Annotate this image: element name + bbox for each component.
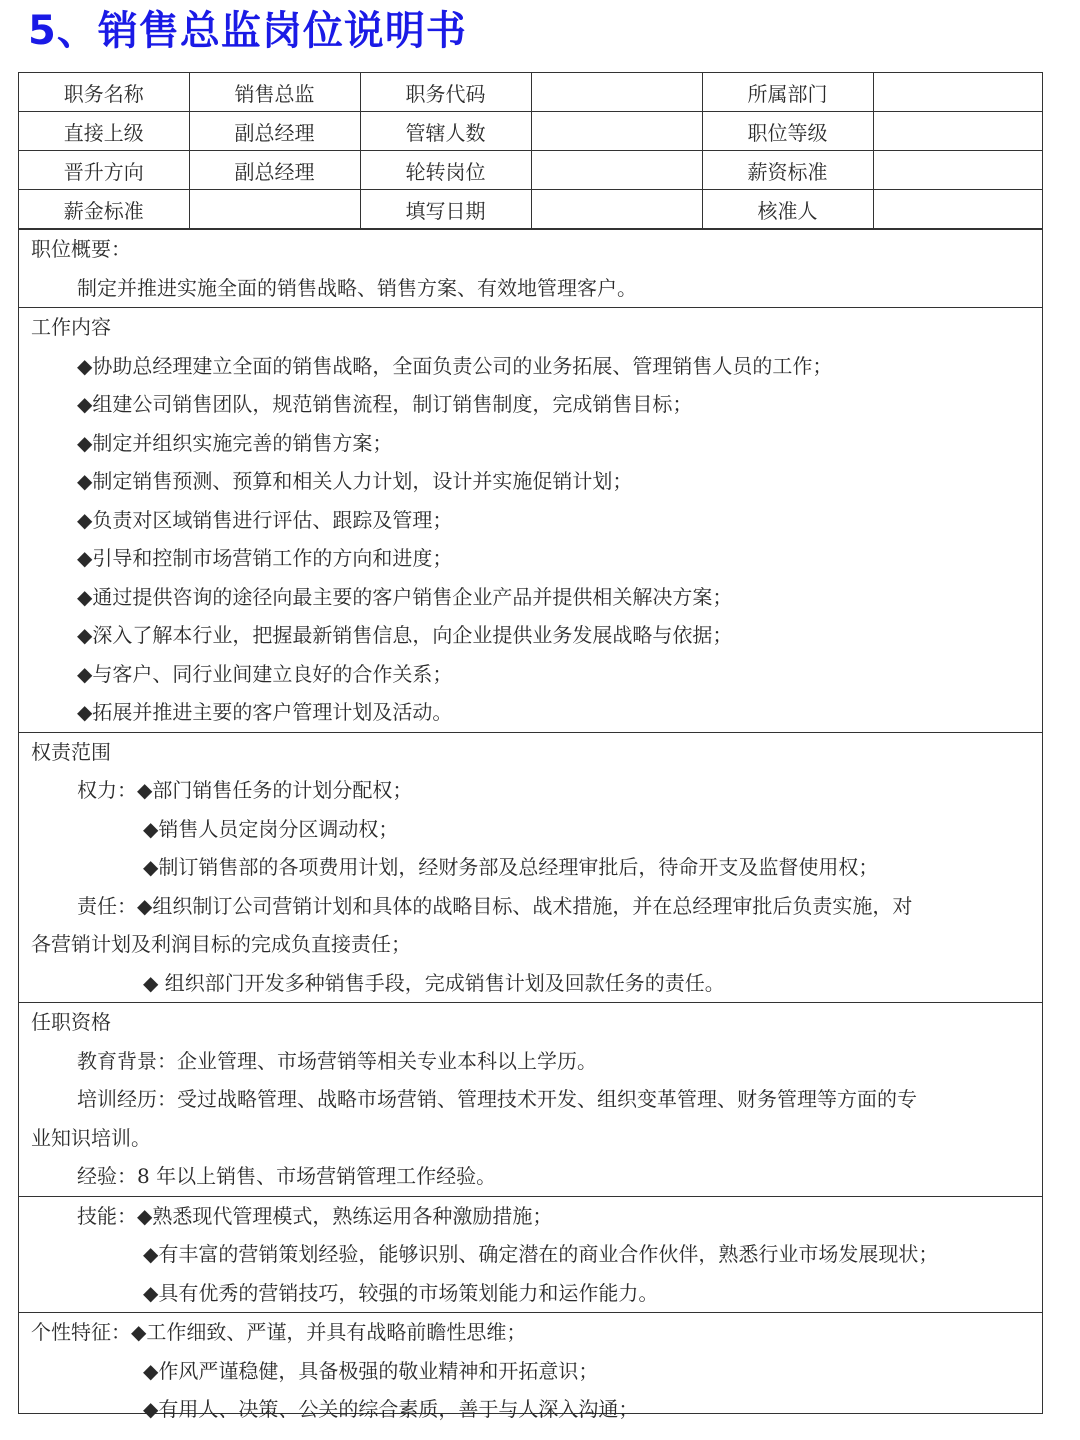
power-line	[31, 771, 1032, 810]
qualification-section	[19, 1002, 1042, 1196]
page-title: 5、销售总监岗位说明书	[28, 8, 467, 54]
experience-text: 经验：8 年以上销售、市场营销管理工作经验。	[77, 1164, 497, 1188]
table-cell: 职位等级	[702, 112, 873, 151]
training-text: 培训经历：受过战略管理、战略市场营销、管理技术开发、组织变革管理、财务管理等方面的专	[77, 1087, 917, 1111]
responsibility-label: 责任：	[77, 893, 137, 918]
list-item: ◆通过提供咨询的途径向最主要的客户销售企业产品并提供相关解决方案；	[77, 584, 733, 609]
personality-label: 个性特征：	[31, 1320, 131, 1344]
table-cell: 职务代码	[360, 73, 531, 112]
list-item: ◆ 组织部门开发多种销售手段，完成销售计划及回款任务的责任。	[143, 970, 725, 995]
table-cell: 填写日期	[360, 190, 531, 229]
personality-line	[31, 1313, 1032, 1352]
list-item: ◆有用人、决策、公关的综合素质，善于与人深入沟通；	[143, 1397, 639, 1421]
table-cell: 晋升方向	[19, 151, 189, 190]
table-cell	[873, 151, 1042, 190]
list-item: ◆引导和控制市场营销工作的方向和进度；	[77, 546, 453, 570]
overview-text: 制定并推进实施全面的销售战略、销售方案、有效地管理客户。	[77, 275, 637, 300]
training-text-continuation: 业知识培训。	[31, 1125, 151, 1150]
table-cell: 销售总监	[189, 73, 360, 112]
table-cell	[873, 190, 1042, 229]
table-cell	[189, 190, 360, 229]
table-row	[19, 112, 1042, 151]
list-item: ◆制定销售预测、预算和相关人力计划，设计并实施促销计划；	[77, 469, 633, 493]
table-cell: 核准人	[702, 190, 873, 229]
list-item: ◆制定并组织实施完善的销售方案；	[77, 430, 393, 455]
table-cell: 薪金标准	[19, 190, 189, 229]
list-item: ◆作风严谨稳健，具备极强的敬业精神和开拓意识；	[143, 1358, 599, 1383]
skills-line	[31, 1197, 1032, 1236]
table-row	[19, 151, 1042, 190]
table-cell: 直接上级	[19, 112, 189, 151]
list-item: ◆与客户、同行业间建立良好的合作关系；	[77, 661, 453, 686]
list-item: ◆组建公司销售团队，规范销售流程，制订销售制度，完成销售目标；	[77, 392, 693, 416]
table-cell	[873, 112, 1042, 151]
overview-section	[19, 229, 1042, 307]
section-heading: 任职资格	[31, 1010, 111, 1034]
responsibility-line	[31, 887, 1032, 926]
list-item: ◆制订销售部的各项费用计划，经财务部及总经理审批后，待命开支及监督使用权；	[143, 855, 879, 879]
table-cell	[531, 190, 702, 229]
list-item: ◆有丰富的营销策划经验，能够识别、确定潜在的商业合作伙伴，熟悉行业市场发展现状；	[143, 1242, 939, 1266]
list-item: ◆拓展并推进主要的客户管理计划及活动。	[77, 700, 453, 724]
table-cell: 管辖人数	[360, 112, 531, 151]
table-cell	[531, 151, 702, 190]
list-item: ◆负责对区域销售进行评估、跟踪及管理；	[77, 507, 453, 532]
work-content-section	[19, 307, 1042, 732]
table-cell: 薪资标准	[702, 151, 873, 190]
table-cell	[531, 112, 702, 151]
skills-section	[19, 1196, 1042, 1313]
list-item: ◆部门销售任务的计划分配权；	[137, 778, 413, 802]
table-cell: 所属部门	[702, 73, 873, 112]
list-item: ◆协助总经理建立全面的销售战略，全面负责公司的业务拓展、管理销售人员的工作；	[77, 353, 833, 378]
responsibility-scope-section	[19, 732, 1042, 1003]
table-cell: 副总经理	[189, 112, 360, 151]
education-text: 教育背景：企业管理、市场营销等相关专业本科以上学历。	[77, 1048, 597, 1073]
section-heading: 权责范围	[31, 739, 111, 764]
job-description-document	[18, 72, 1043, 1421]
list-item: ◆工作细致、严谨，并具有战略前瞻性思维；	[131, 1320, 527, 1344]
section-heading: 工作内容	[31, 315, 111, 339]
list-item: ◆组织制订公司营销计划和具体的战略目标、战术措施，并在总经理审批后负责实施，对	[137, 893, 913, 918]
list-item: ◆深入了解本行业，把握最新销售信息，向企业提供业务发展战略与依据；	[77, 623, 733, 647]
list-item: ◆具有优秀的营销技巧，较强的市场策划能力和运作能力。	[143, 1280, 659, 1305]
table-row	[19, 190, 1042, 229]
list-item: ◆熟悉现代管理模式，熟练运用各种激励措施；	[137, 1203, 553, 1228]
table-cell	[873, 73, 1042, 112]
table-cell: 轮转岗位	[360, 151, 531, 190]
job-info-table	[19, 73, 1042, 229]
personality-section	[19, 1312, 1042, 1429]
skills-label: 技能：	[77, 1203, 137, 1228]
table-row	[19, 73, 1042, 112]
table-cell: 副总经理	[189, 151, 360, 190]
power-label: 权力：	[77, 778, 137, 802]
table-cell	[531, 73, 702, 112]
section-heading: 职位概要：	[31, 237, 131, 261]
list-item: ◆销售人员定岗分区调动权；	[143, 816, 399, 841]
list-item-continuation: 各营销计划及利润目标的完成负直接责任；	[31, 932, 411, 956]
table-cell: 职务名称	[19, 73, 189, 112]
